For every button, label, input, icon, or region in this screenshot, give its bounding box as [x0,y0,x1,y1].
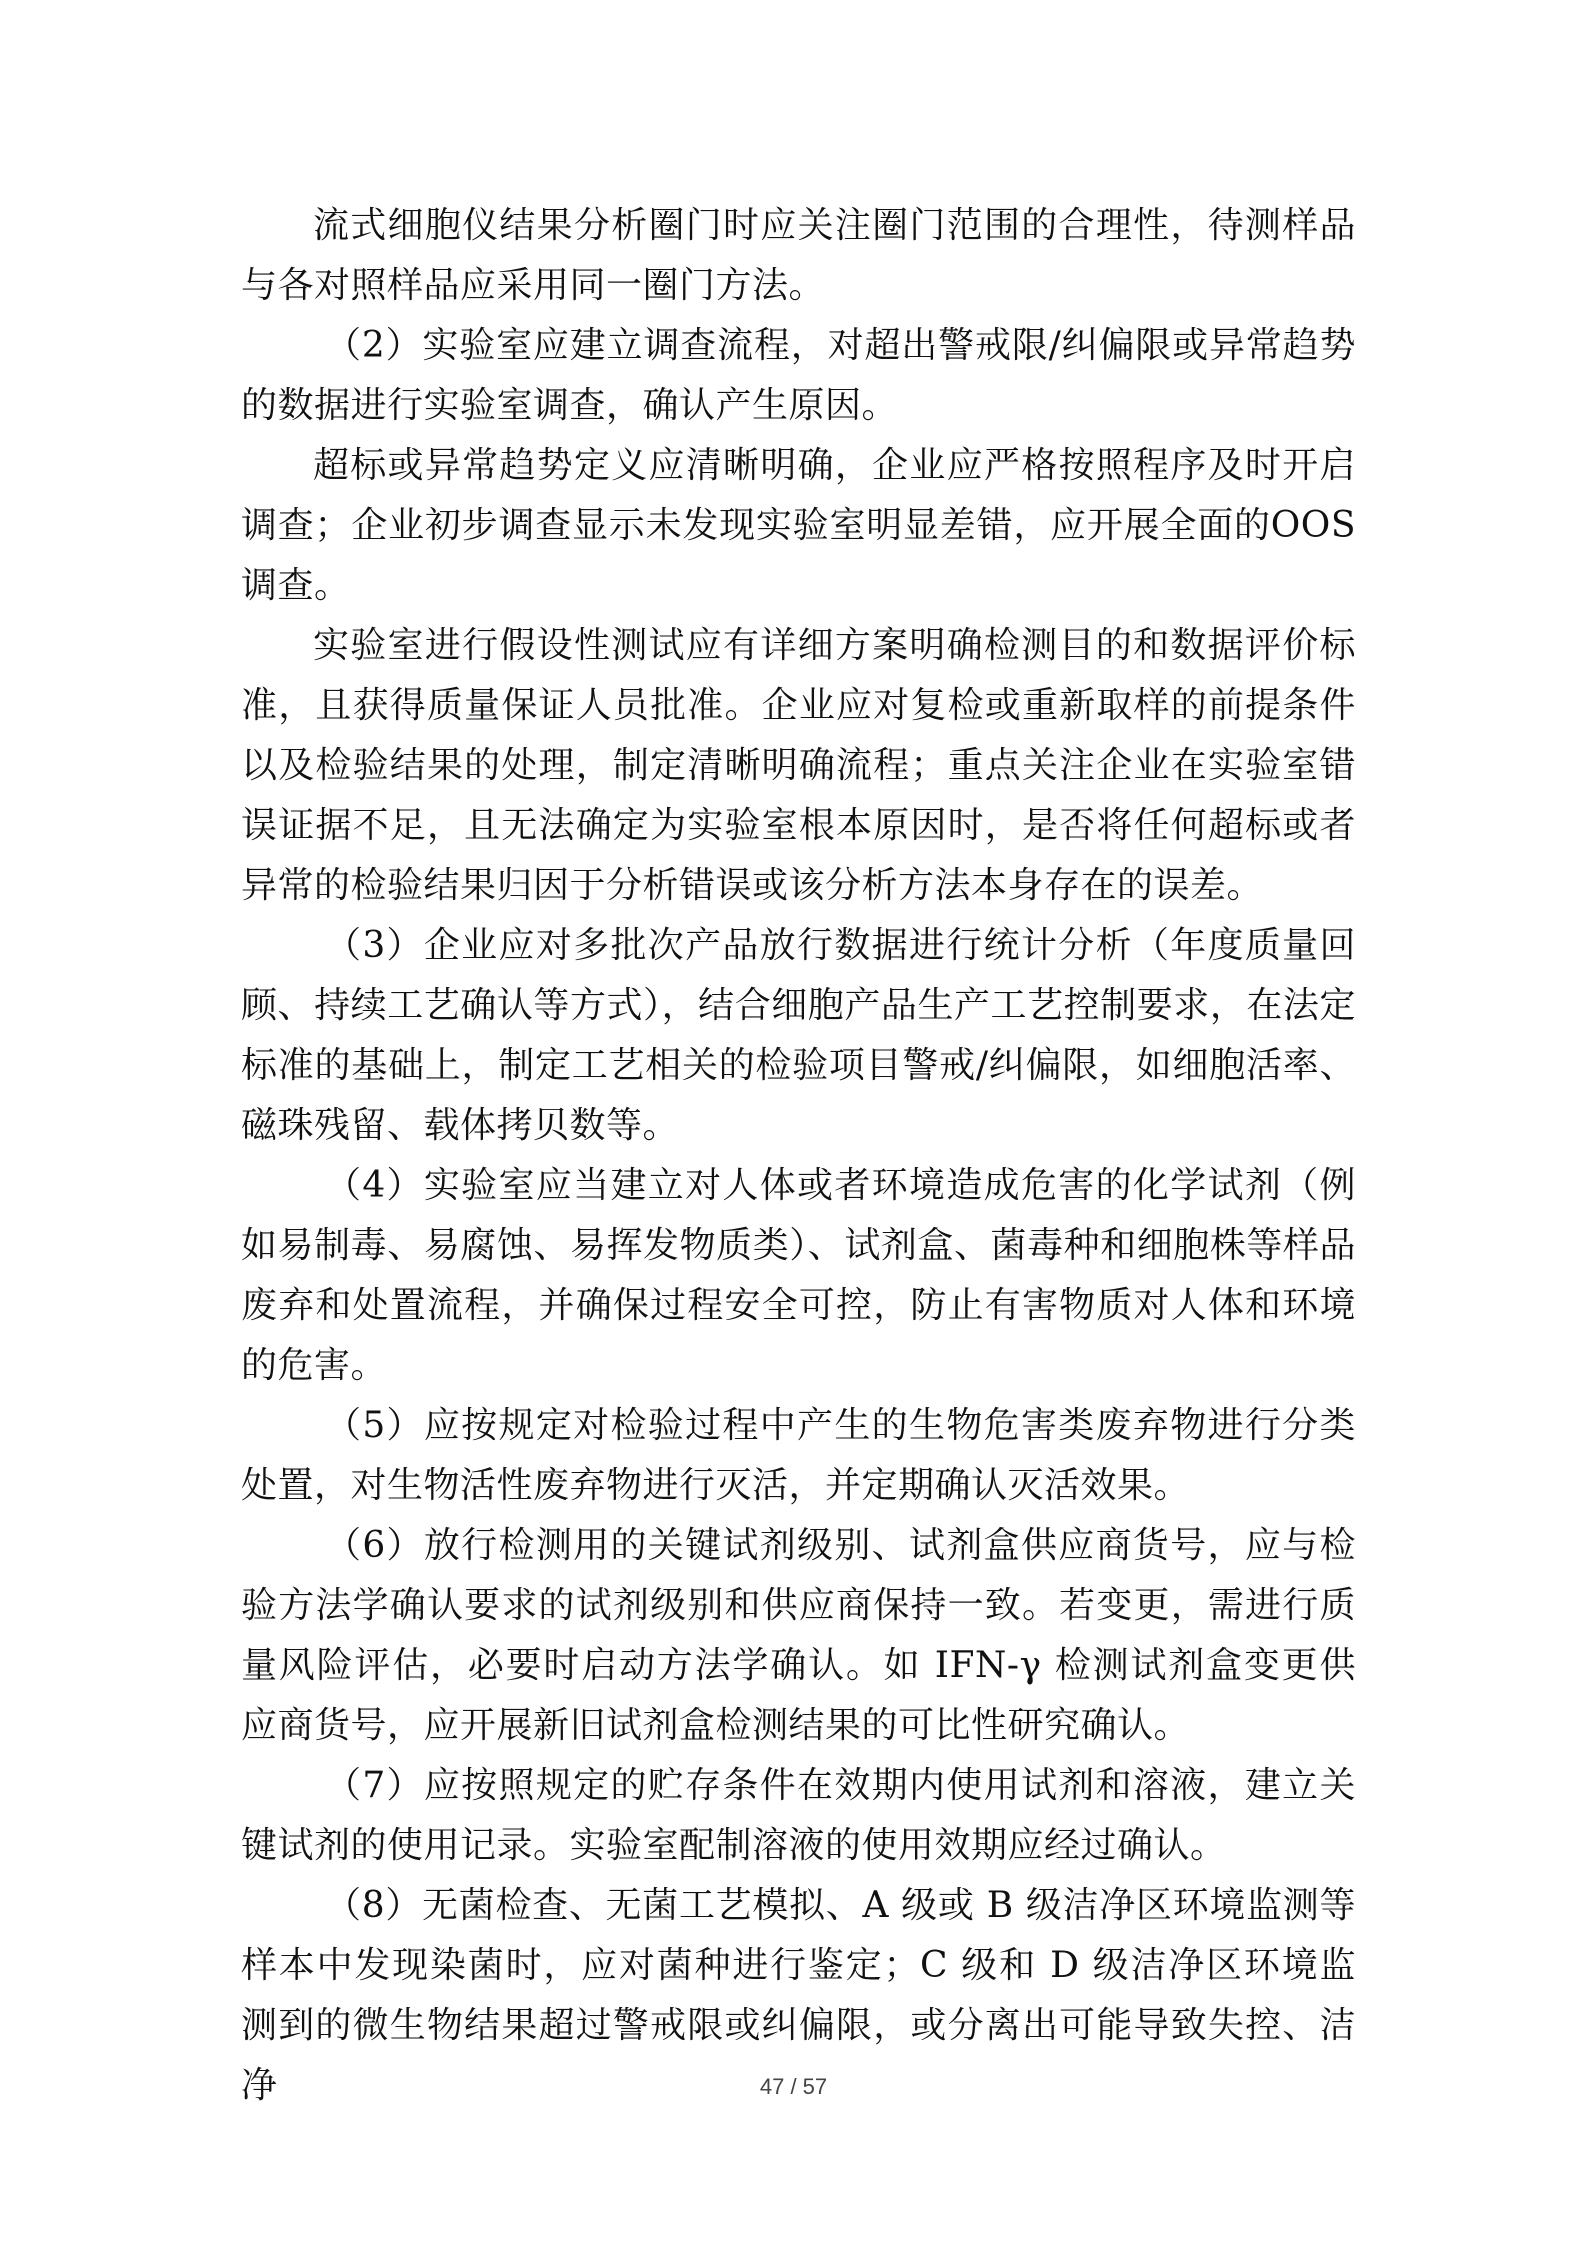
paragraph-item-6: （6）放行检测用的关键试剂级别、试剂盒供应商货号，应与检验方法学确认要求的试剂级别和供应商保持一致。若变更，需进行质量风险评估，必要时启动方法学确认。如 IFN-γ 检测试剂盒变更供应商货号，应开展新旧试剂盒检测结果的可比性研究确认。 [241,1525,1356,1746]
paragraph-flow-cytometry-gating: 流式细胞仪结果分析圈门时应关注圈门范围的合理性，待测样品与各对照样品应采用同一圈门方法。 [241,205,1356,306]
paragraph-item-5: （5）应按规定对检验过程中产生的生物危害类废弃物进行分类处置，对生物活性废弃物进行灭活，并定期确认灭活效果。 [241,1405,1356,1506]
paragraph-item-4: （4）实验室应当建立对人体或者环境造成危害的化学试剂（例如易制毒、易腐蚀、易挥发物质类）、试剂盒、菌毒种和细胞株等样品废弃和处置流程，并确保过程安全可控，防止有害物质对人体和环境的危害。 [241,1165,1356,1386]
paragraph-oos-investigation: 超标或异常趋势定义应清晰明确，企业应严格按照程序及时开启调查；企业初步调查显示未发现实验室明显差错，应开展全面的OOS调查。 [241,445,1356,606]
document-page [241,196,1356,2116]
paragraph-item-3: （3）企业应对多批次产品放行数据进行统计分析（年度质量回顾、持续工艺确认等方式），结合细胞产品生产工艺控制要求，在法定标准的基础上，制定工艺相关的检验项目警戒/纠偏限，如细胞活率、磁珠残留、载体拷贝数等。 [241,925,1356,1146]
page-number: 47 / 57 [759,2074,828,2099]
paragraph-item-8: （8）无菌检查、无菌工艺模拟、A 级或 B 级洁净区环境监测等样本中发现染菌时，应对菌种进行鉴定；C 级和 D 级洁净区环境监测到的微生物结果超过警戒限或纠偏限，或分离出可能导致失控、洁净 [241,1885,1356,2106]
paragraph-item-2: （2）实验室应建立调查流程，对超出警戒限/纠偏限或异常趋势的数据进行实验室调查，确认产生原因。 [241,325,1356,426]
paragraph-hypothesis-testing: 实验室进行假设性测试应有详细方案明确检测目的和数据评价标准，且获得质量保证人员批准。企业应对复检或重新取样的前提条件以及检验结果的处理，制定清晰明确流程；重点关注企业在实验室错误证据不足，且无法确定为实验室根本原因时，是否将任何超标或者异常的检验结果归因于分析错误或该分析方法本身存在的误差。 [241,625,1356,906]
paragraph-item-7: （7）应按照规定的贮存条件在效期内使用试剂和溶液，建立关键试剂的使用记录。实验室配制溶液的使用效期应经过确认。 [241,1765,1356,1866]
